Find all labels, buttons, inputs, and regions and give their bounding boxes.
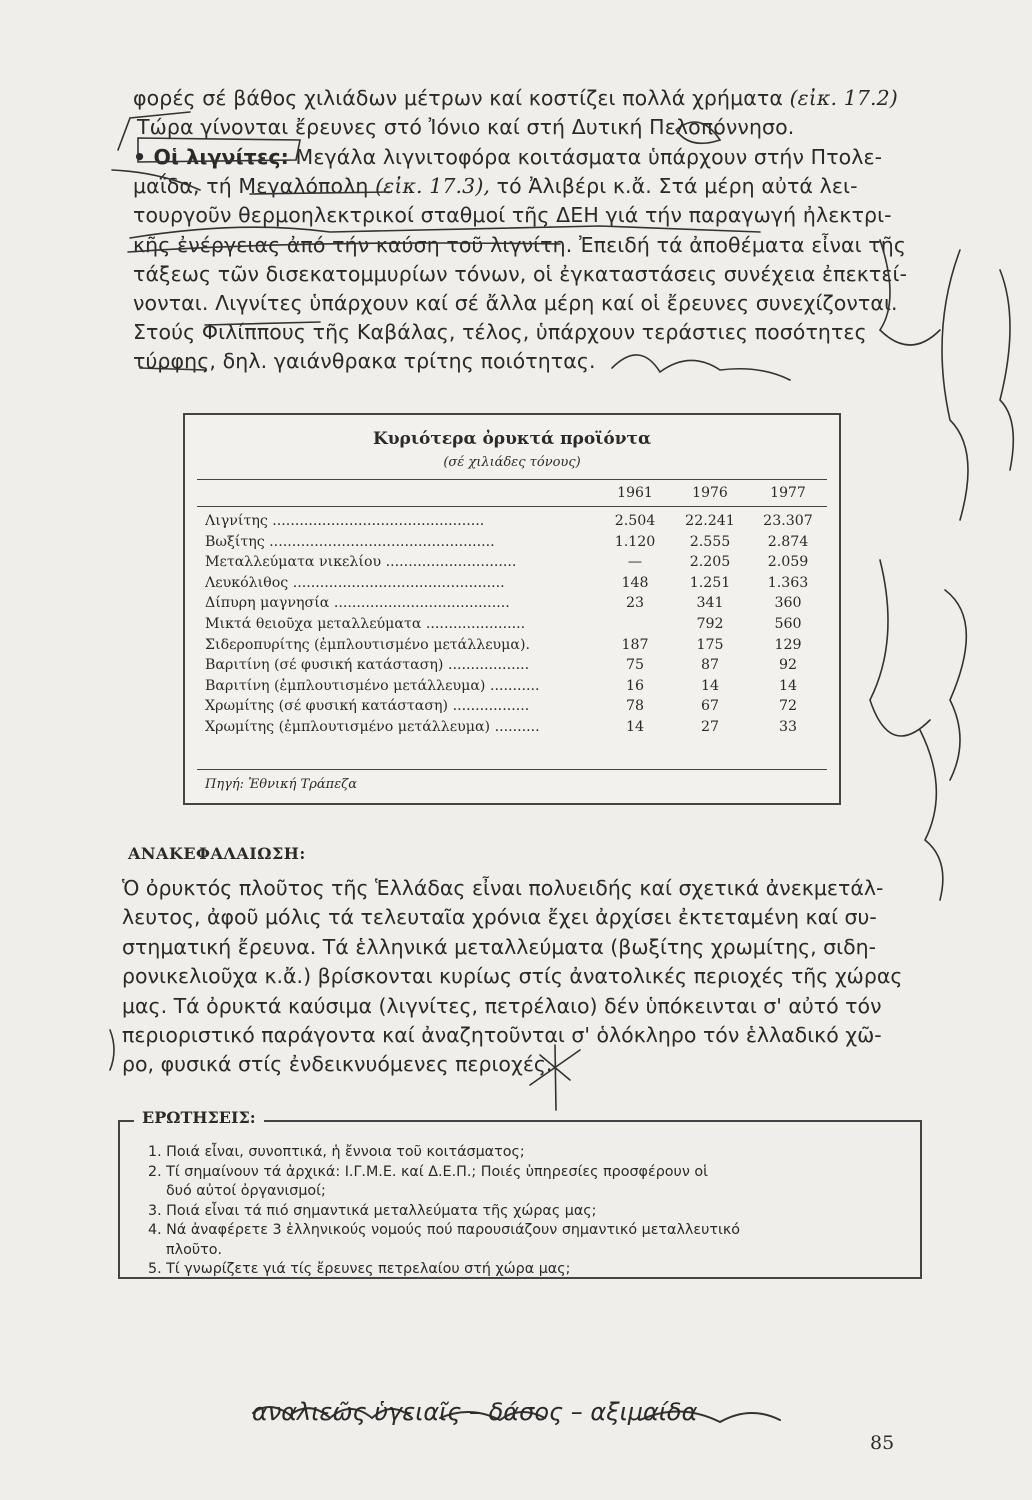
text-line: τό Ἀλιβέρι κ.ἄ. Στά μέρη αὐτά λει- — [496, 174, 858, 199]
table-row — [205, 637, 827, 658]
value-cell: 175 — [696, 636, 724, 653]
table-subtitle: (σέ χιλιάδες τόνους) — [443, 455, 581, 470]
mineral-name: Δίπυρη μαγνησία ....................................... — [205, 595, 510, 612]
figure-reference: (εἰκ. 17.3), — [375, 174, 491, 199]
value-cell: 1.251 — [689, 574, 731, 591]
questions-heading: ΕΡΩΤΗΣΕΙΣ: — [134, 1108, 264, 1127]
value-cell: 2.504 — [614, 513, 656, 529]
year-header: 1976 — [692, 485, 728, 501]
section-lead: • Οἱ λιγνίτες: — [133, 145, 289, 169]
value-cell: 78 — [625, 698, 645, 715]
mineral-name: Λιγνίτης ............................................... — [205, 513, 485, 529]
value-cell: 14 — [625, 718, 645, 735]
minerals-table — [183, 413, 841, 805]
value-cell: 129 — [774, 636, 802, 653]
table-row — [205, 719, 827, 740]
table-row — [205, 595, 827, 616]
summary-line: περιοριστικό παράγοντα καί ἀναζητοῦνται σ' ὁλόκληρο τόν ἑλλαδικό χῶ- — [122, 1023, 882, 1048]
value-cell: 23.307 — [763, 513, 813, 529]
mineral-name: Μεταλλεύματα νικελίου ............................. — [205, 554, 517, 571]
table-row — [205, 657, 827, 678]
question-line: 3. Ποιά εἶναι τά πιό σημαντικά μεταλλεύματα τῆς χώρας μας; — [148, 1202, 597, 1219]
value-cell: 792 — [696, 615, 724, 632]
value-cell: 75 — [625, 657, 645, 674]
value-cell: 87 — [700, 657, 720, 674]
table-row — [205, 513, 827, 534]
value-cell: 2.874 — [767, 533, 809, 550]
value-cell: 148 — [621, 574, 649, 591]
table-body — [205, 513, 827, 740]
mineral-name: Βαριτίνη (σέ φυσική κατάσταση) .................. — [205, 657, 530, 674]
table-source: Πηγή: Ἐθνική Τράπεζα — [205, 777, 357, 792]
value-cell: 560 — [774, 615, 802, 632]
summary-line: μας. Τά ὀρυκτά καύσιμα (λιγνίτες, πετρέλαιο) δέν ὑπόκεινται σ' αὐτό τόν — [122, 993, 882, 1018]
text-line: κῆς ἐνέργειας ἀπό τήν καύση τοῦ λιγνίτη. Ἐπειδή τά ἀποθέματα εἶναι τῆς — [133, 232, 906, 257]
summary-heading: ΑΝΑΚΕΦΑΛΑΙΩΣΗ: — [128, 844, 306, 863]
question-line: 2. Τί σημαίνουν τά ἀρχικά: Ι.Γ.Μ.Ε. καί Δ.Ε.Π.; Ποιές ὑπηρεσίες προσφέρουν οἱ — [148, 1163, 708, 1180]
summary-line: ρο, φυσικά στίς ἐνδεικνυόμενες περιοχές. — [122, 1052, 553, 1077]
text-line: τύρφης, δηλ. γαιάνθρακα τρίτης ποιότητας. — [133, 349, 596, 374]
mineral-name: Λευκόλιθος ............................................... — [205, 574, 505, 591]
handwritten-answer: αναλιεῶς ὑγειαῖς – δάσος – αξιμαίδα — [252, 1398, 698, 1426]
text-line: Μεγάλα λιγνιτοφόρα κοιτάσματα ὑπάρχουν στήν Πτολε- — [295, 145, 883, 169]
question-line: δυό αὐτοί ὀργανισμοί; — [166, 1183, 326, 1199]
text-line: τουργοῦν θερμοηλεκτρικοί σταθμοί τῆς ΔΕΗ γιά τήν παραγωγή ἠλεκτρι- — [133, 203, 892, 228]
value-cell: 22.241 — [685, 513, 735, 529]
paragraph-lignite — [133, 143, 913, 377]
value-cell: — — [627, 554, 643, 571]
year-header: 1961 — [617, 485, 653, 501]
question-line: πλοῦτο. — [166, 1241, 222, 1258]
question-line: 1. Ποιά εἶναι, συνοπτικά, ἡ ἔννοια τοῦ κοιτάσματος; — [148, 1144, 525, 1160]
summary-line: στηματική ἔρευνα. Τά ἑλληνικά μεταλλεύματα (βωξίτης χρωμίτης, σιδη- — [122, 934, 877, 959]
value-cell: 187 — [621, 636, 649, 653]
value-cell: 67 — [700, 698, 720, 715]
table-row — [205, 575, 827, 596]
text-line: νονται. Λιγνίτες ὑπάρχουν καί σέ ἄλλα μέρη καί οἱ ἔρευνες συνεχίζονται. — [133, 291, 898, 316]
year-header: 1977 — [770, 485, 806, 501]
text-line: Στούς Φιλίππους τῆς Καβάλας, τέλος, ὑπάρχουν τεράστιες ποσότητες — [133, 320, 867, 345]
value-cell: 360 — [774, 595, 802, 612]
value-cell: 92 — [778, 657, 798, 674]
summary-line: λευτος, ἀφοῦ μόλις τά τελευταῖα χρόνια ἔχει ἀρχίσει ἐκτεταμένη καί συ- — [122, 905, 877, 930]
value-cell: 2.059 — [767, 554, 809, 571]
paragraph-oil — [133, 84, 913, 142]
question-line: 5. Τί γνωρίζετε γιά τίς ἔρευνες πετρελαίου στή χώρα μας; — [148, 1261, 571, 1277]
page-number: 85 — [870, 1432, 895, 1454]
summary-line: Ὁ ὀρυκτός πλοῦτος τῆς Ἑλλάδας εἶναι πολυειδής καί σχετικά ἀνεκμετάλ- — [122, 876, 884, 900]
table-rule — [197, 479, 827, 480]
text-line: τάξεως τῶν δισεκατομμυρίων τόνων, οἱ ἐγκαταστάσεις συνέχεια ἐπεκτεί- — [133, 261, 908, 286]
summary-text — [122, 874, 912, 1080]
table-row — [205, 554, 827, 575]
question-line: 4. Νά ἀναφέρετε 3 ἑλληνικούς νομούς πού παρουσιάζουν σημαντικό μεταλλευτικό — [148, 1222, 741, 1238]
questions-list — [148, 1143, 908, 1280]
value-cell: 72 — [778, 698, 798, 715]
table-rule — [197, 769, 827, 770]
value-cell: 2.555 — [689, 533, 731, 550]
mineral-name: Χρωμίτης (σέ φυσική κατάσταση) ................. — [205, 698, 530, 715]
table-row — [205, 678, 827, 699]
value-cell: 1.120 — [614, 533, 656, 550]
value-cell: 1.363 — [767, 574, 809, 591]
table-row — [205, 616, 827, 637]
mineral-name: Μικτά θειοῦχα μεταλλεύματα ...................... — [205, 615, 526, 632]
value-cell: 33 — [778, 718, 798, 735]
value-cell: 2.205 — [689, 554, 731, 571]
value-cell: 341 — [696, 595, 724, 612]
table-title: Κυριότερα ὀρυκτά προϊόντα — [372, 429, 652, 449]
text-line: φορές σέ βάθος χιλιάδων μέτρων καί κοστίζει πολλά χρήματα — [133, 86, 783, 110]
value-cell: 14 — [778, 677, 798, 694]
text-line: Τώρα γίνονται ἔρευνες στό Ἰόνιο καί στή Δυτική Πελοπόννησο. — [137, 115, 795, 140]
value-cell: 27 — [700, 718, 720, 735]
table-row — [205, 698, 827, 719]
table-row — [205, 534, 827, 555]
text-line: μαΐδα, τή Μεγαλόπολη — [133, 174, 369, 199]
value-cell: 23 — [625, 595, 645, 612]
table-rule — [197, 506, 827, 507]
value-cell: 14 — [700, 677, 720, 694]
figure-reference: (εἰκ. 17.2) — [789, 86, 898, 110]
value-cell: 16 — [625, 677, 645, 694]
mineral-name: Βωξίτης .................................................. — [205, 533, 495, 550]
mineral-name: Χρωμίτης (ἐμπλουτισμένο μετάλλευμα) .......... — [205, 718, 540, 735]
summary-line: ρονικελιοῦχα κ.ἄ.) βρίσκονται κυρίως στίς ἀνατολικές περιοχές τῆς χώρας — [122, 964, 903, 989]
mineral-name: Βαριτίνη (ἐμπλουτισμένο μετάλλευμα) ........... — [205, 677, 540, 694]
mineral-name: Σιδεροπυρίτης (ἐμπλουτισμένο μετάλλευμα). — [205, 636, 531, 653]
